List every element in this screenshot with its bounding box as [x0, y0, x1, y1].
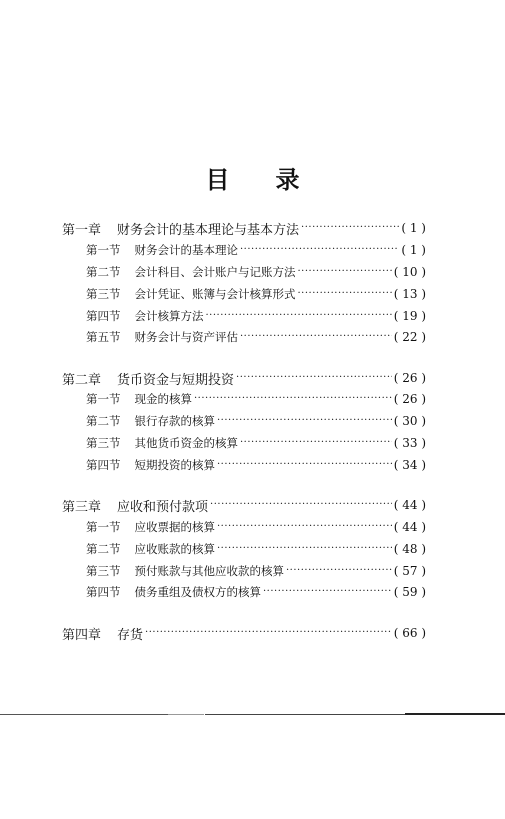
- leader-dots: [236, 369, 392, 387]
- page-number: ( 1 ): [401, 221, 426, 235]
- page-number: ( 33 ): [393, 436, 426, 450]
- page-number: ( 26 ): [393, 371, 426, 385]
- leader-dots: [206, 307, 392, 325]
- page-number: ( 1 ): [401, 243, 426, 257]
- footer-rule: [405, 713, 505, 715]
- chapter-title: 应收和预付款项: [117, 499, 209, 515]
- section-number: 第二节: [86, 414, 121, 428]
- toc-section-1-3[interactable]: [62, 285, 426, 303]
- page-number: ( 22 ): [393, 330, 426, 344]
- section-number: 第二节: [86, 265, 121, 279]
- toc-section-3-1[interactable]: [62, 518, 426, 536]
- section-number: 第一节: [86, 243, 121, 257]
- page-number: ( 48 ): [393, 542, 426, 556]
- footer-rule: [0, 714, 168, 715]
- leader-dots: [217, 518, 392, 536]
- toc-section-2-1[interactable]: [62, 390, 426, 408]
- section-title: 应收票据的核算: [134, 520, 215, 534]
- toc-section-3-3[interactable]: [62, 562, 426, 580]
- toc-section-1-4[interactable]: [62, 307, 426, 325]
- toc-section-2-4[interactable]: [62, 456, 426, 474]
- page-title: [0, 160, 505, 195]
- page-number: ( 19 ): [393, 309, 426, 323]
- section-number: 第三节: [86, 564, 121, 578]
- section-number: 第一节: [86, 392, 121, 406]
- page-number: ( 13 ): [393, 287, 426, 301]
- chapter-number: 第三章: [62, 499, 102, 515]
- section-title: 会计凭证、账簿与会计核算形式: [134, 287, 296, 301]
- leader-dots: [145, 624, 392, 642]
- page-number: ( 10 ): [393, 265, 426, 279]
- title-char-2: 录: [275, 165, 300, 194]
- section-number: 第四节: [86, 309, 121, 323]
- section-number: 第五节: [86, 330, 121, 344]
- toc-chapter-2[interactable]: [62, 369, 426, 387]
- page-number: ( 44 ): [393, 498, 426, 512]
- section-title: 应收账款的核算: [134, 542, 215, 556]
- page-number: ( 66 ): [393, 626, 426, 640]
- leader-dots: [240, 434, 392, 452]
- toc-chapter-4[interactable]: [62, 624, 426, 642]
- title-char-1: 目: [205, 165, 230, 194]
- leader-dots: [217, 540, 392, 558]
- leader-dots: [286, 562, 392, 580]
- toc-section-1-5[interactable]: [62, 328, 426, 346]
- section-title: 财务会计与资产评估: [134, 330, 238, 344]
- toc-chapter-1[interactable]: [62, 219, 426, 237]
- page-number: ( 57 ): [393, 564, 426, 578]
- toc-section-2-3[interactable]: [62, 434, 426, 452]
- leader-dots: [194, 390, 392, 408]
- toc-section-1-2[interactable]: [62, 263, 426, 281]
- section-title: 预付账款与其他应收款的核算: [134, 564, 284, 578]
- leader-dots: [217, 456, 392, 474]
- leader-dots: [298, 285, 392, 303]
- page-number: ( 26 ): [393, 392, 426, 406]
- section-number: 第三节: [86, 287, 121, 301]
- page-number: ( 59 ): [393, 585, 426, 599]
- leader-dots: [263, 583, 392, 601]
- page-number: ( 44 ): [393, 520, 426, 534]
- leader-dots: [301, 219, 399, 237]
- leader-dots: [298, 263, 392, 281]
- chapter-title: 存货: [117, 627, 144, 643]
- section-title: 财务会计的基本理论: [134, 243, 238, 257]
- toc-chapter-3[interactable]: [62, 496, 426, 514]
- section-title: 会计科目、会计账户与记账方法: [134, 265, 296, 279]
- footer-rule: [168, 714, 204, 715]
- toc-section-1-1[interactable]: [62, 241, 426, 259]
- section-title: 短期投资的核算: [134, 458, 215, 472]
- footer-rule: [205, 714, 405, 715]
- chapter-title: 财务会计的基本理论与基本方法: [117, 222, 300, 238]
- section-title: 会计核算方法: [134, 309, 204, 323]
- leader-dots: [217, 412, 392, 430]
- toc-section-3-4[interactable]: [62, 583, 426, 601]
- leader-dots: [240, 328, 392, 346]
- section-number: 第三节: [86, 436, 121, 450]
- section-number: 第四节: [86, 585, 121, 599]
- chapter-title: 货币资金与短期投资: [117, 372, 235, 388]
- chapter-number: 第二章: [62, 372, 102, 388]
- section-title: 债务重组及债权方的核算: [134, 585, 261, 599]
- toc-section-2-2[interactable]: [62, 412, 426, 430]
- section-number: 第一节: [86, 520, 121, 534]
- chapter-number: 第一章: [62, 222, 102, 238]
- section-number: 第四节: [86, 458, 121, 472]
- leader-dots: [210, 496, 392, 514]
- toc-section-3-2[interactable]: [62, 540, 426, 558]
- page-number: ( 34 ): [393, 458, 426, 472]
- section-title: 现金的核算: [134, 392, 192, 406]
- section-title: 其他货币资金的核算: [134, 436, 238, 450]
- section-title: 银行存款的核算: [134, 414, 215, 428]
- page-number: ( 30 ): [393, 414, 426, 428]
- chapter-number: 第四章: [62, 627, 102, 643]
- leader-dots: [240, 241, 399, 259]
- section-number: 第二节: [86, 542, 121, 556]
